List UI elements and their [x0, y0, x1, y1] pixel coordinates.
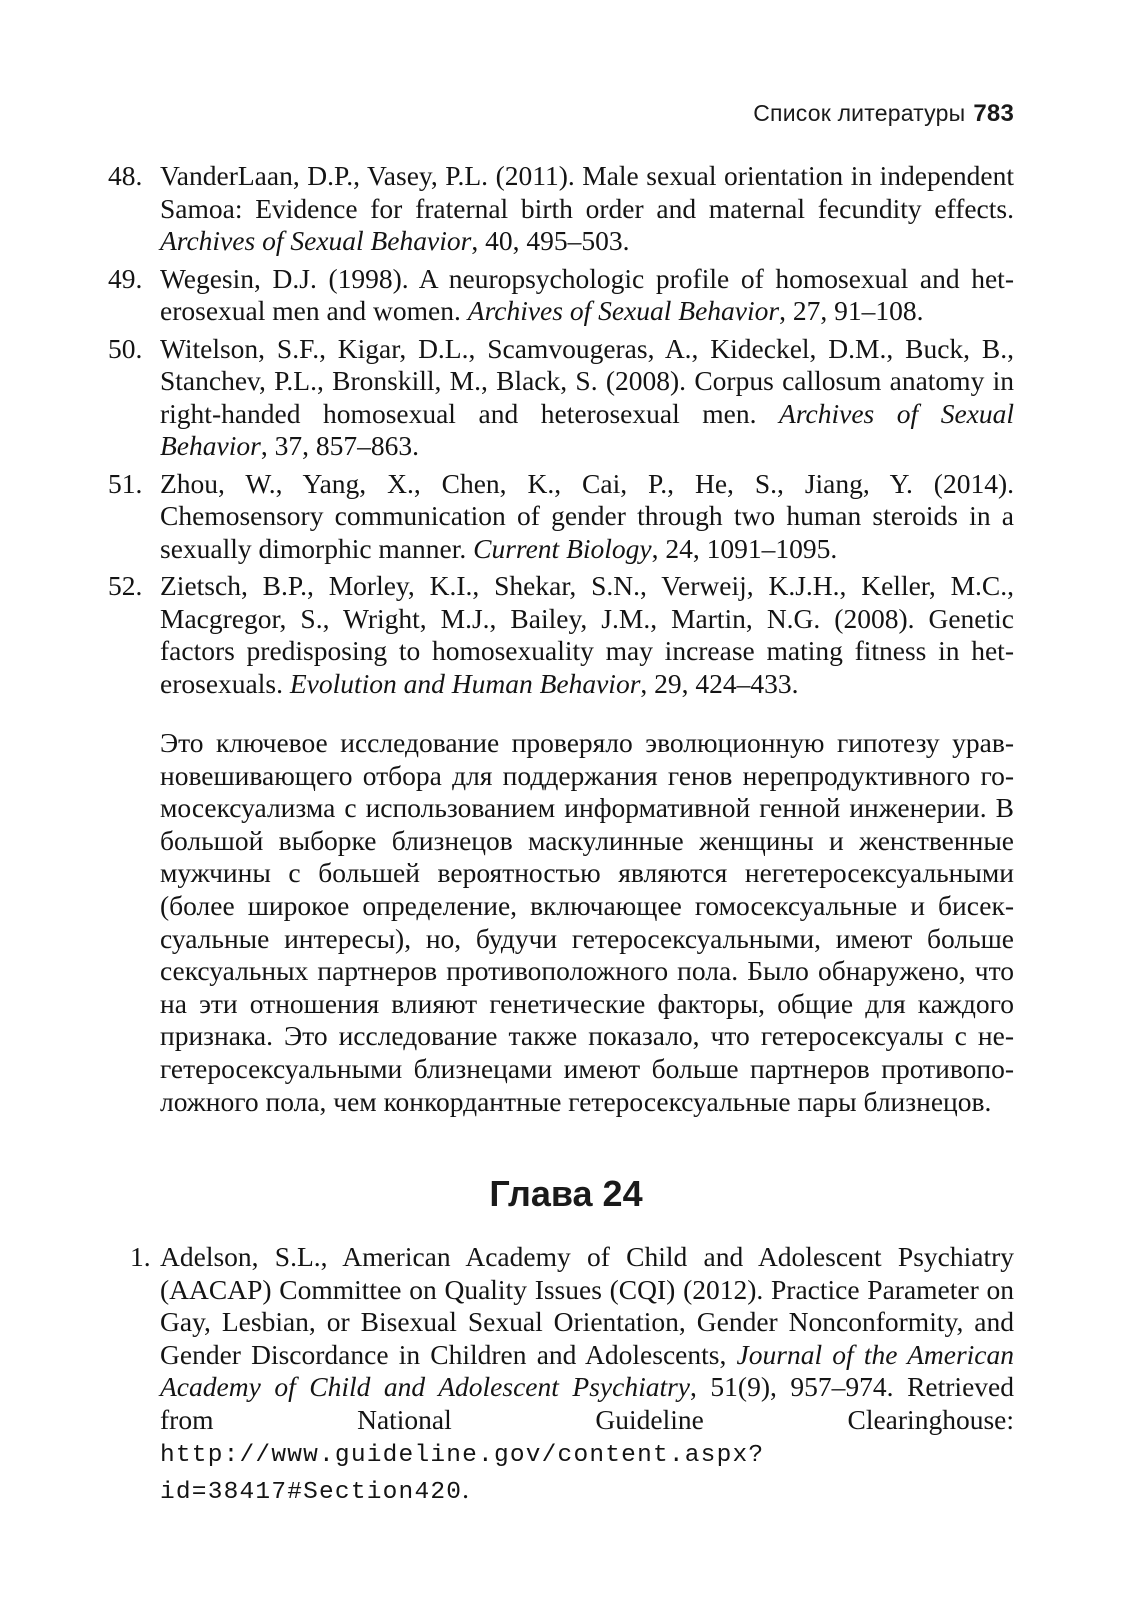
journal-title: Archives of Sexual Behavior [467, 295, 780, 326]
reference-text: Witelson, S.F., Kigar, D.L., Scamvougeras, A., Kideckel, D.M., Buck, B., Stanchev, P.L., Bronskill, M., Black, S. (2008). Corpus callosum anatomy in right-handed homosexual and heterosexual men. [160, 332, 1014, 429]
reference-text: Zietsch, B.P., Morley, K.I., Shekar, S.N., Verweij, K.J.H., Keller, M.C., Macgregor, S., Wright, M.J., Bailey, J.M., Martin, N.G. (2008). Genetic factors predisposing to homosexuality may increase mating fitness in heterosexuals. [160, 570, 1014, 699]
reference-item [108, 468, 1014, 566]
reference-number: 49. [108, 262, 143, 294]
page-number: 783 [973, 100, 1014, 127]
reference-details: , 40, 495–503. [471, 225, 630, 256]
reference-item [108, 160, 1014, 258]
reference-details: , 24, 1091–1095. [651, 532, 838, 564]
reference-url-link[interactable]: http://www.guideline.gov/content.aspx?id=38417#Section420 [160, 1442, 765, 1506]
journal-title: Evolution and Human Behavior [289, 667, 641, 699]
reference-item [108, 263, 1014, 328]
reference-details: , 29, 424–433. [640, 667, 799, 699]
reference-details: , 51(9), 957–974. Retrieved from National Guideline Clearinghouse: [160, 1371, 1014, 1435]
chapter-heading: Глава 24 [489, 1173, 643, 1214]
section-title: Список литературы [753, 100, 966, 126]
reference-text: Zhou, W., Yang, X., Chen, K., Cai, P., He, S., Jiang, Y. (2014). Chemosensory communication of gender through two human steroids in a sexually dimorphic manner. [160, 467, 1014, 564]
reference-number: 51. [108, 467, 143, 499]
reference-text: Adelson, S.L., American Academy of Child and Adolescent Psychiatry (AACAP) Committee on Quality Issues (CQI) (2012). Practice Parameter on Gay, Lesbian, or Bisexual Sexual Orientation, Gender Nonconformity, and Gender Discordance in Children and Adolescents, [160, 1241, 1014, 1370]
journal-title: Archives of Sexual Behavior [160, 397, 1015, 461]
reference-item [108, 1241, 1014, 1509]
reference-number: 1. [130, 1241, 151, 1272]
reference-number: 48. [108, 160, 143, 191]
reference-annotation: Это ключевое исследование проверяло эволюционную гипотезу уравновешивающего отбора для поддержания генов нерепродуктивного гомосексуализма с использованием информативной генной инженерии. В большой выборке близнецов маскулинные женщины и женственные мужчины с большей вероятностью являются негетеросексуальными (более широкое определение, включающее гомосексуальные и бисексуальные интересы), но, будучи гетеросексуальными, имеют больше сексуальных партнеров противоположного пола. Было обнаружено, что на эти отношения влияют генетические факторы, общие для каждого признака. Это исследование также показало, что гетеросексуалы с негетеросексуальными близнецами имеют больше партнеров противоположного пола, чем конкордантные гетеросексуальные пары близнецов. [160, 727, 1014, 1117]
running-header [753, 100, 1014, 128]
reference-details: , 37, 857–863. [260, 430, 419, 461]
reference-number: 50. [108, 332, 143, 364]
journal-title: Current Biology [473, 532, 652, 564]
journal-title: Journal of the American Academy of Child and Adolescent Psychiatry [160, 1338, 1015, 1402]
reference-list-part2 [108, 1241, 1014, 1514]
reference-number: 52. [108, 570, 143, 601]
reference-details: , 27, 91–108. [779, 295, 924, 326]
reference-text: VanderLaan, D.P., Vasey, P.L. (2011). Male sexual orientation in independent Samoa: Evidence for fraternal birth order and maternal fecundity effects. [160, 160, 1014, 224]
journal-title: Archives of Sexual Behavior [160, 225, 472, 256]
reference-item [108, 570, 1014, 700]
reference-list-part1 [108, 160, 1014, 705]
reference-url-tail: . [462, 1472, 470, 1504]
reference-text: Wegesin, D.J. (1998). A neuropsychologic profile of homosexual and heterosexual men and women. [160, 262, 1014, 326]
reference-item [108, 333, 1014, 463]
